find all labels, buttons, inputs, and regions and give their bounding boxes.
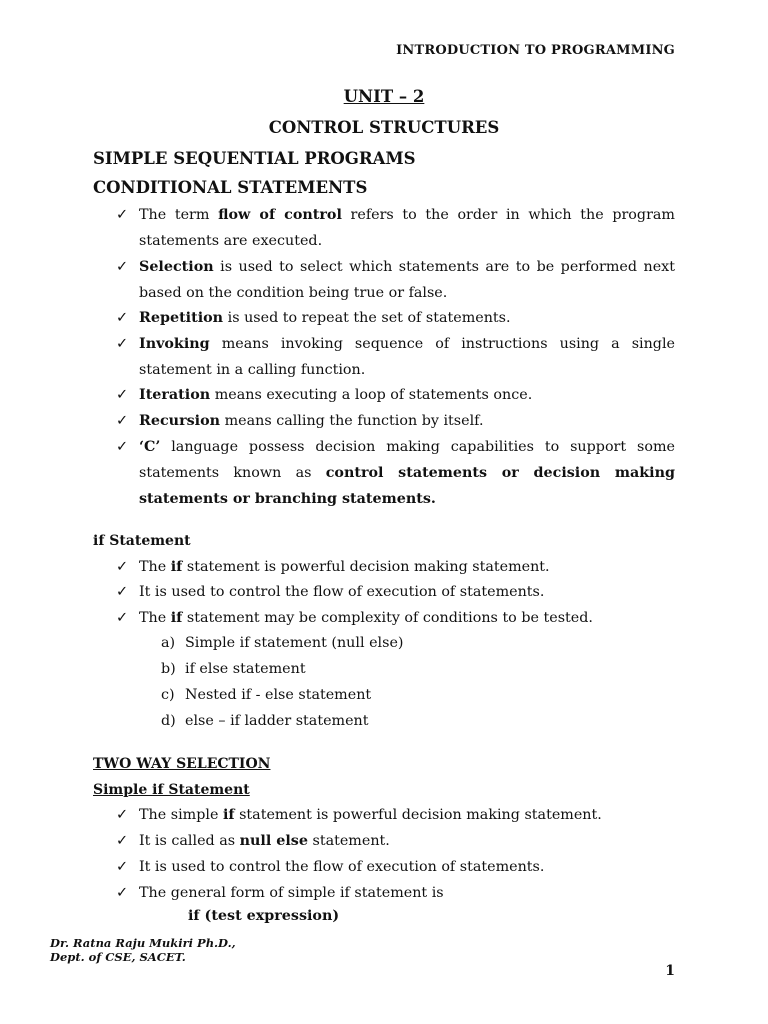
checkmark-icon: ✓ bbox=[116, 413, 128, 429]
bullet-item: ✓ Invoking means invoking sequence of instructions using a single statement in a calling function. bbox=[116, 332, 675, 384]
bullet-item: ✓ ‘C’ language possess decision making capabilities to support some statements known as control statements or decision making statements or branching statements. bbox=[116, 435, 675, 512]
section-heading-conditional: CONDITIONAL STATEMENTS bbox=[93, 178, 368, 197]
simple-if-heading: Simple if Statement bbox=[93, 782, 250, 798]
bullet-item: ✓ It is used to control the flow of execution of statements. bbox=[116, 580, 675, 606]
bullet-item: ✓ The term flow of control refers to the order in which the program statements are executed. bbox=[116, 203, 675, 255]
bullet-item: ✓ It is called as null else statement. bbox=[116, 829, 675, 855]
checkmark-icon: ✓ bbox=[116, 207, 128, 223]
code-line: if (test expression) bbox=[188, 908, 340, 924]
footer-author: Dr. Ratna Raju Mukiri Ph.D., bbox=[50, 936, 236, 950]
running-header: INTRODUCTION TO PROGRAMMING bbox=[396, 43, 675, 58]
bullet-item: ✓ The if statement is powerful decision making statement. bbox=[116, 555, 675, 581]
if-type-item: d) else – if ladder statement bbox=[161, 713, 369, 729]
checkmark-icon: ✓ bbox=[116, 859, 128, 875]
footer-dept: Dept. of CSE, SACET. bbox=[50, 950, 186, 964]
checkmark-icon: ✓ bbox=[116, 885, 128, 901]
bullet-item: ✓ The if statement may be complexity of conditions to be tested. bbox=[116, 606, 675, 632]
two-way-selection-heading: TWO WAY SELECTION bbox=[93, 756, 271, 772]
bullet-item: ✓ The simple if statement is powerful decision making statement. bbox=[116, 803, 675, 829]
bullet-item: ✓ Selection is used to select which statements are to be performed next based on the condition being true or false. bbox=[116, 255, 675, 307]
if-type-item: c) Nested if - else statement bbox=[161, 687, 372, 703]
section-heading-sequential: SIMPLE SEQUENTIAL PROGRAMS bbox=[93, 149, 416, 168]
checkmark-icon: ✓ bbox=[116, 336, 128, 352]
bullet-item: ✓ Iteration means executing a loop of statements once. bbox=[116, 383, 675, 409]
checkmark-icon: ✓ bbox=[116, 833, 128, 849]
if-type-item: b) if else statement bbox=[161, 661, 306, 677]
checkmark-icon: ✓ bbox=[116, 310, 128, 326]
checkmark-icon: ✓ bbox=[116, 259, 128, 275]
bullet-item: ✓ It is used to control the flow of execution of statements. bbox=[116, 855, 675, 881]
checkmark-icon: ✓ bbox=[116, 559, 128, 575]
bullet-item: ✓ The general form of simple if statement is bbox=[116, 881, 675, 907]
page-number: 1 bbox=[665, 963, 675, 979]
checkmark-icon: ✓ bbox=[116, 610, 128, 626]
if-statement-heading: if Statement bbox=[93, 533, 191, 549]
if-type-item: a) Simple if statement (null else) bbox=[161, 635, 404, 651]
bullet-item: ✓ Repetition is used to repeat the set of statements. bbox=[116, 306, 675, 332]
checkmark-icon: ✓ bbox=[116, 439, 128, 455]
checkmark-icon: ✓ bbox=[116, 387, 128, 403]
checkmark-icon: ✓ bbox=[116, 584, 128, 600]
bullet-item: ✓ Recursion means calling the function by itself. bbox=[116, 409, 675, 435]
unit-subtitle: CONTROL STRUCTURES bbox=[268, 118, 500, 137]
checkmark-icon: ✓ bbox=[116, 807, 128, 823]
unit-title: UNIT – 2 bbox=[343, 87, 425, 106]
